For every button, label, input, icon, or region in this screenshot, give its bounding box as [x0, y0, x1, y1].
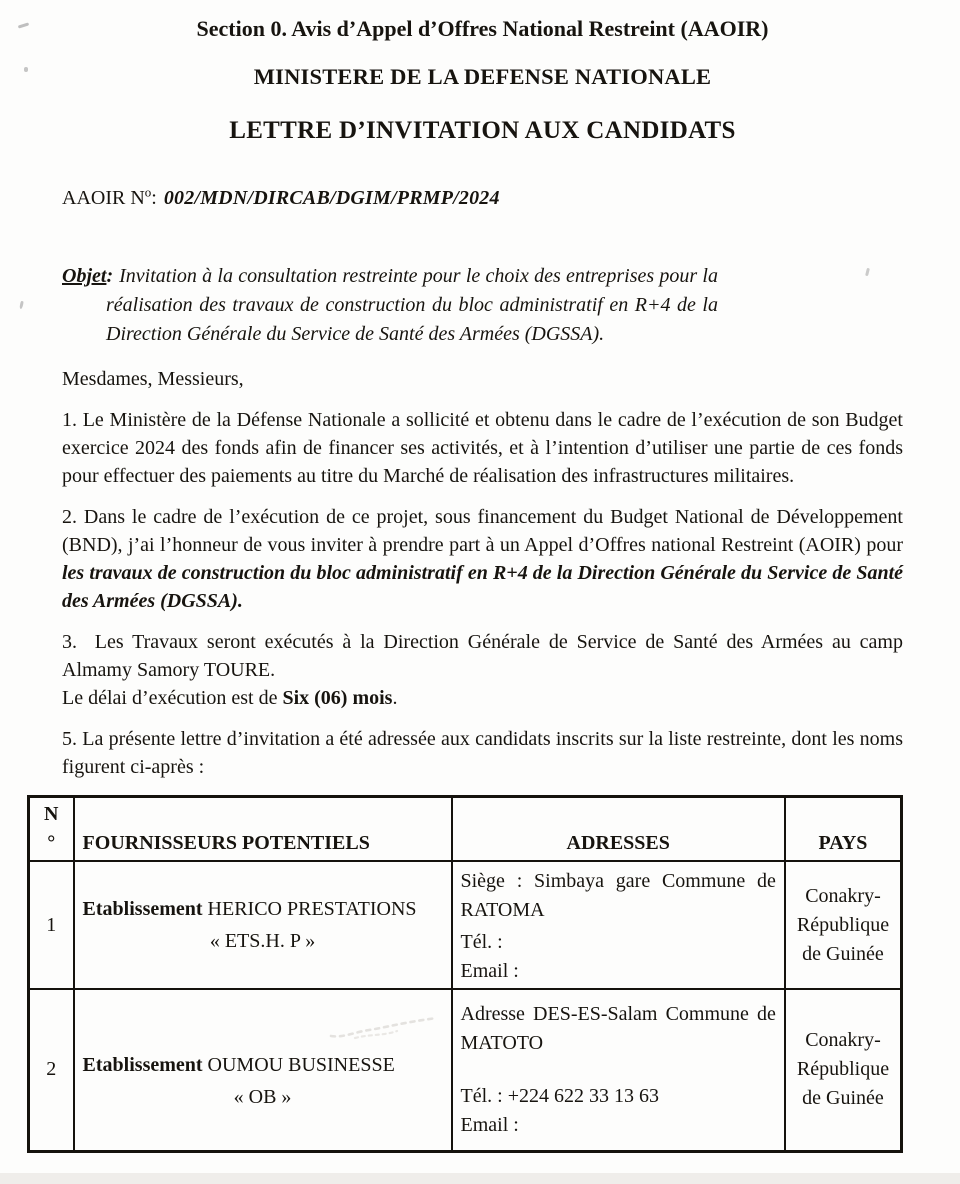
paragraph-2-emphasis: les travaux de construction du bloc administratif en R+4 de la Direction Générale du Service de Santé des Armées (DGSSA).	[62, 562, 903, 612]
row2-phone: Tél. : +224 622 33 13 63	[460, 1084, 659, 1107]
row2-supplier-alias: « OB »	[233, 1086, 292, 1109]
col-header-country: PAYS	[785, 797, 902, 862]
col-header-addresses: ADRESSES	[452, 797, 785, 862]
paragraph-3: 3. Les Travaux seront exécutés à la Direction Générale de Service de Santé des Armées au camp Almamy Samory TOURE.	[62, 631, 903, 681]
scan-speck	[24, 67, 28, 72]
row1-address-main: Siège : Simbaya gare Commune de RATOMA	[460, 870, 776, 921]
subject-block	[62, 262, 718, 349]
row2-supplier-rest: OUMOU BUSINESSE	[202, 1054, 395, 1077]
row1-phone: Tél. :	[460, 931, 503, 953]
reference-line	[62, 184, 903, 212]
row1-supplier	[74, 861, 452, 989]
col-header-num-top: N	[44, 803, 59, 825]
row2-email: Email :	[460, 1113, 519, 1136]
row2-supplier-bold: Etablissement	[82, 1054, 203, 1077]
reference-colon: :	[151, 187, 157, 209]
paragraph-2	[62, 503, 903, 615]
row1-country: Conakry-République de Guinée	[785, 861, 902, 989]
row1-supplier-bold: Etablissement	[82, 897, 203, 920]
suppliers-table	[27, 795, 903, 1153]
subject-colon: :	[106, 265, 114, 287]
row2-address-main: Adresse DES-ES-Salam Commune de MATOTO	[460, 1002, 776, 1054]
paragraph-1: 1. Le Ministère de la Défense Nationale a sollicité et obtenu dans le cadre de l’exécution de son Budget exercice 2024 des fonds afin de financer ses activités, et à l’intention d’utiliser une partie de ces fonds pour effectuer des paiements au titre du Marché de réalisation des infrastructures militaires.	[62, 409, 903, 487]
col-header-num-bottom: °	[47, 832, 56, 854]
row1-supplier-rest: HERICO PRESTATIONS	[202, 897, 417, 920]
scan-edge-band	[0, 1173, 960, 1184]
ministry-title: MINISTERE DE LA DEFENSE NATIONALE	[253, 64, 712, 89]
row2-supplier	[74, 989, 452, 1151]
row2-country: Conakry-République de Guinée	[785, 989, 902, 1151]
delay-period: .	[392, 687, 398, 709]
ordinal-superscript: o	[144, 184, 152, 200]
table-header-row	[29, 797, 902, 862]
row1-email: Email :	[460, 960, 519, 982]
col-header-suppliers: FOURNISSEURS POTENTIELS	[74, 797, 452, 862]
table-row	[29, 861, 902, 989]
section-title: Section 0. Avis d’Appel d’Offres National Restreint (AAOIR)	[196, 16, 769, 41]
table-row	[29, 989, 902, 1151]
reference-number: 002/MDN/DIRCAB/DGIM/PRMP/2024	[163, 187, 500, 209]
row1-supplier-alias: « ETS.H. P »	[209, 929, 316, 952]
delay-duration: Six (06) mois	[282, 687, 393, 709]
salutation: Mesdames, Messieurs,	[62, 368, 244, 390]
row2-num: 2	[29, 989, 74, 1151]
subject-text: Invitation à la consultation restreinte pour le choix des entreprises pour la réalisation des travaux de construction du bloc administratif en R+4 de la Direction Générale du Service de Santé des Armées (DGSSA).	[106, 265, 718, 345]
paragraph-2-text: 2. Dans le cadre de l’exécution de ce projet, sous financement du Budget National de Développement (BND), j’ai l’honneur de vous inviter à prendre part à un Appel d’Offres national Restreint (AOIR) pour	[62, 506, 903, 556]
delay-text: Le délai d’exécution est de	[62, 687, 283, 709]
reference-label: AAOIR N	[62, 187, 145, 209]
paragraph-5: 5. La présente lettre d’invitation a été adressée aux candidats inscrits sur la liste restreinte, dont les noms figurent ci-après :	[62, 728, 903, 778]
row1-num: 1	[29, 861, 74, 989]
subject-label: Objet	[62, 265, 107, 287]
col-header-num	[29, 797, 74, 862]
execution-delay-line	[62, 684, 903, 712]
row2-address	[452, 989, 785, 1151]
letter-title: LETTRE D’INVITATION AUX CANDIDATS	[229, 117, 736, 144]
row2-supplier-name	[83, 1051, 443, 1080]
paragraph-3-block	[62, 628, 903, 712]
row1-supplier-name	[83, 895, 443, 924]
row1-address	[452, 861, 785, 989]
pencil-smudge	[325, 1014, 445, 1042]
